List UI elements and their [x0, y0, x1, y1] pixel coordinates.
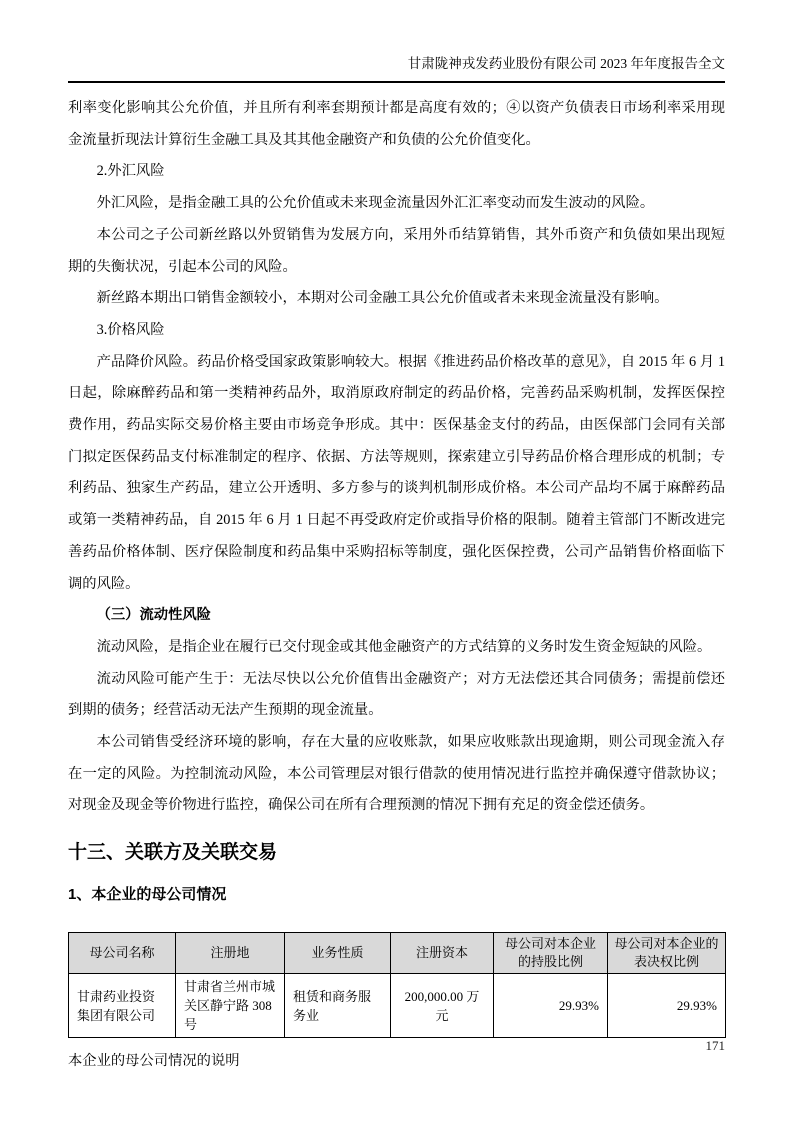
section-title-related-parties: 十三、关联方及关联交易: [68, 842, 278, 864]
cell-parent-name: 甘肃药业投资集团有限公司: [69, 974, 176, 1038]
paragraph-liquidity-management: 本公司销售受经济环境的影响，存在大量的应收账款，如果应收账款出现逾期，则公司现金流入存在一定的风险。为控制流动风险，本公司管理层对银行借款的使用情况进行监控并确保遵守借款协议；对现金及现金等价物进行监控，确保公司在所有合理预测的情况下拥有充足的资金偿还债务。: [68, 734, 725, 814]
page-header: [0, 0, 793, 83]
page-number: 171: [705, 1038, 725, 1053]
table-row: [69, 974, 726, 1038]
page-content: [0, 93, 793, 1072]
paragraph-fx-risk-definition: 外汇风险，是指金融工具的公允价值或未来现金流量因外汇汇率变动而发生波动的风险。: [96, 195, 655, 212]
cell-business-nature: 租赁和商务服务业: [285, 974, 391, 1038]
paragraph-liquidity-definition: 流动风险，是指企业在履行已交付现金或其他金融资产的方式结算的义务时发生资金短缺的风险。: [96, 638, 712, 655]
paragraph-fx-risk-subsidiary: 本公司之子公司新丝路以外贸销售为发展方向，采用外币结算销售，其外币资产和负债如果出现短期的失衡状况，引起本公司的风险。: [68, 226, 725, 275]
column-header-shareholding-ratio: 母公司对本企业的持股比例: [494, 933, 608, 974]
cell-registered-capital: 200,000.00 万元: [391, 974, 494, 1038]
paragraph-fx-risk-impact: 新丝路本期出口销售金额较小，本期对公司金融工具公允价值或者未来现金流量没有影响。: [96, 290, 669, 307]
paragraph-interest-rate-continuation: 利率变化影响其公允价值，并且所有利率套期预计都是高度有效的；④以资产负债表日市场利率采用现金流量折现法计算衍生金融工具及其其他金融资产和负债的公允价值变化。: [68, 100, 725, 148]
cell-voting-ratio: 29.93%: [608, 974, 726, 1038]
column-header-registered-place: 注册地: [176, 933, 285, 974]
column-header-business-nature: 业务性质: [285, 933, 391, 974]
header-rule: [68, 56, 725, 83]
parent-company-table: [68, 932, 726, 1038]
column-header-registered-capital: 注册资本: [391, 933, 494, 974]
cell-registered-place: 甘肃省兰州市城关区静宁路 308 号: [176, 974, 285, 1038]
heading-price-risk: 3.价格风险: [96, 321, 165, 338]
heading-fx-risk: 2.外汇风险: [96, 163, 165, 180]
cell-shareholding-ratio: 29.93%: [494, 974, 608, 1038]
header-title: 甘肃陇神戎发药业股份有限公司 2023 年年度报告全文: [407, 56, 725, 71]
table-header-row: [69, 933, 726, 974]
paragraph-liquidity-sources: 流动风险可能产生于：无法尽快以公允价值售出金融资产；对方无法偿还其合同债务；需提前偿还到期的债务；经营活动无法产生预期的现金流量。: [68, 670, 725, 719]
heading-liquidity-risk: （三）流动性风险: [96, 607, 211, 624]
column-header-parent-name: 母公司名称: [69, 933, 176, 974]
column-header-voting-ratio: 母公司对本企业的表决权比例: [608, 933, 726, 974]
parent-company-note: 本企业的母公司情况的说明: [68, 1053, 240, 1070]
paragraph-price-risk-body: 产品降价风险。药品价格受国家政策影响较大。根据《推进药品价格改革的意见》，自 2015 年 6 月 1 日起，除麻醉药品和第一类精神药品外，取消原政府制定的药品价格，完善药品采购机制，发挥医保控费作用，药品实际交易价格主要由市场竞争形成。其中：医保基金支付的药品，由医保部门会同有关部门拟定医保药品支付标准制定的程序、依据、方法等规则，探索建立引导药品价格合理形成的机制；专利药品、独家生产药品，建立公开透明、多方参与的谈判机制形成价格。本公司产品均不属于麻醉药品或第一类精神药品，自 2015 年 6 月 1 日起不再受政府定价或指导价格的限制。随着主管部门不断改进完善药品价格体制、医疗保险制度和药品集中采购招标等制度，强化医保控费，公司产品销售价格面临下调的风险。: [68, 353, 725, 592]
subsection-title-parent-company: 1、本企业的母公司情况: [68, 886, 227, 904]
